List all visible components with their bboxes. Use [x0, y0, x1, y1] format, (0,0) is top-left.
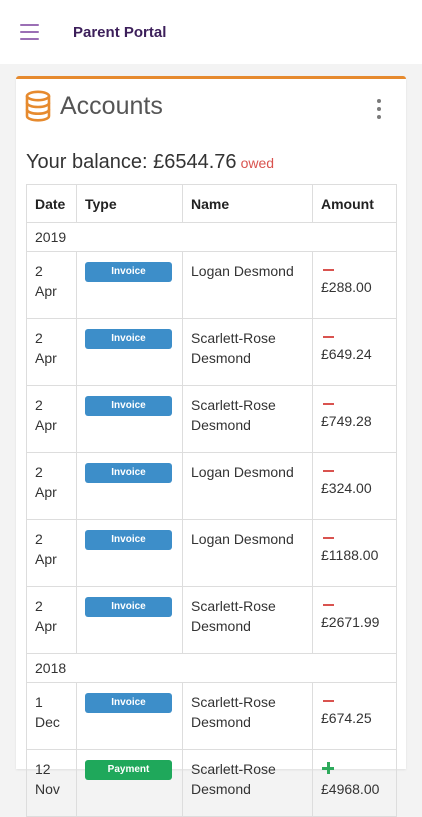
- table-row[interactable]: [27, 386, 397, 453]
- payment-badge[interactable]: Payment: [85, 760, 172, 780]
- date-month: Apr: [35, 618, 57, 634]
- table-row[interactable]: [27, 683, 397, 750]
- date-day: 2: [35, 397, 43, 413]
- minus-icon: [323, 537, 334, 539]
- type-cell: [77, 520, 183, 587]
- card-header: [16, 79, 406, 137]
- date-month: Apr: [35, 417, 57, 433]
- student-name: Logan Desmond: [191, 464, 294, 480]
- date-cell: [27, 683, 77, 750]
- student-surname: Desmond: [191, 350, 251, 366]
- student-surname: Desmond: [191, 417, 251, 433]
- student-name: Scarlett-Rose: [191, 397, 276, 413]
- name-cell: [183, 683, 313, 750]
- amount-cell: [313, 683, 397, 750]
- student-surname: Desmond: [191, 618, 251, 634]
- amount-cell: [313, 750, 397, 817]
- amount-value: £2671.99: [321, 614, 380, 630]
- type-cell: [77, 683, 183, 750]
- date-cell: [27, 750, 77, 817]
- plus-icon: [322, 762, 334, 774]
- type-cell: [77, 319, 183, 386]
- student-name: Scarlett-Rose: [191, 694, 276, 710]
- date-month: Nov: [35, 781, 60, 797]
- date-day: 2: [35, 464, 43, 480]
- amount-cell: [313, 587, 397, 654]
- table-row[interactable]: [27, 520, 397, 587]
- accounts-card: [16, 76, 406, 797]
- header-amount[interactable]: Amount: [313, 185, 397, 223]
- student-name: Logan Desmond: [191, 263, 294, 279]
- name-cell: [183, 252, 313, 319]
- amount-cell: [313, 386, 397, 453]
- year-label: 2018: [27, 654, 397, 683]
- amount-value: £324.00: [321, 480, 372, 496]
- year-group-row: [27, 654, 397, 683]
- date-month: Apr: [35, 350, 57, 366]
- date-month: Apr: [35, 484, 57, 500]
- invoice-badge[interactable]: Invoice: [85, 262, 172, 282]
- table-header-row: [27, 185, 397, 223]
- card-title: Accounts: [60, 92, 163, 120]
- amount-cell: [313, 453, 397, 520]
- amount-value: £674.25: [321, 710, 372, 726]
- minus-icon: [323, 269, 334, 271]
- table-row[interactable]: [27, 319, 397, 386]
- amount-cell: [313, 252, 397, 319]
- header-date[interactable]: Date: [27, 185, 77, 223]
- header-name[interactable]: Name: [183, 185, 313, 223]
- balance-status: owed: [240, 155, 275, 171]
- table-row[interactable]: [27, 587, 397, 654]
- amount-value: £288.00: [321, 279, 372, 295]
- minus-icon: [323, 700, 334, 702]
- amount-cell: [313, 319, 397, 386]
- type-cell: [77, 453, 183, 520]
- date-cell: [27, 386, 77, 453]
- amount-value: £749.28: [321, 413, 372, 429]
- minus-icon: [323, 604, 334, 606]
- name-cell: [183, 453, 313, 520]
- accounts-table: [26, 184, 397, 817]
- name-cell: [183, 386, 313, 453]
- student-name: Logan Desmond: [191, 531, 294, 547]
- student-name: Scarlett-Rose: [191, 598, 276, 614]
- table-row[interactable]: [27, 453, 397, 520]
- name-cell: [183, 319, 313, 386]
- database-icon: [25, 90, 51, 122]
- balance-text: Your balance: £6544.76: [26, 151, 237, 173]
- amount-value: £1188.00: [321, 547, 379, 563]
- date-cell: [27, 252, 77, 319]
- minus-icon: [323, 403, 334, 405]
- invoice-badge[interactable]: Invoice: [85, 329, 172, 349]
- date-day: 2: [35, 330, 43, 346]
- invoice-badge[interactable]: Invoice: [85, 396, 172, 416]
- year-label: 2019: [27, 223, 397, 252]
- date-cell: [27, 319, 77, 386]
- date-cell: [27, 453, 77, 520]
- date-month: Apr: [35, 551, 57, 567]
- date-cell: [27, 587, 77, 654]
- date-day: 2: [35, 598, 43, 614]
- minus-icon: [323, 336, 334, 338]
- menu-icon[interactable]: [20, 24, 39, 40]
- student-name: Scarlett-Rose: [191, 330, 276, 346]
- invoice-badge[interactable]: Invoice: [85, 463, 172, 483]
- invoice-badge[interactable]: Invoice: [85, 530, 172, 550]
- type-cell: [77, 587, 183, 654]
- balance-summary: [26, 151, 274, 174]
- name-cell: [183, 587, 313, 654]
- table-row[interactable]: [27, 252, 397, 319]
- amount-value: £649.24: [321, 346, 372, 362]
- table-body: [27, 223, 397, 817]
- invoice-badge[interactable]: Invoice: [85, 693, 172, 713]
- top-app-bar: [0, 0, 422, 64]
- amount-cell: [313, 520, 397, 587]
- date-month: Apr: [35, 283, 57, 299]
- type-cell: [77, 750, 183, 817]
- name-cell: [183, 520, 313, 587]
- header-type[interactable]: Type: [77, 185, 183, 223]
- type-cell: [77, 386, 183, 453]
- name-cell: [183, 750, 313, 817]
- invoice-badge[interactable]: Invoice: [85, 597, 172, 617]
- minus-icon: [323, 470, 334, 472]
- date-day: 12: [35, 761, 51, 777]
- table-row[interactable]: [27, 750, 397, 817]
- type-cell: [77, 252, 183, 319]
- app-title: Parent Portal: [73, 24, 167, 41]
- more-options-icon[interactable]: [374, 99, 384, 119]
- date-month: Dec: [35, 714, 60, 730]
- student-surname: Desmond: [191, 781, 251, 797]
- date-day: 2: [35, 263, 43, 279]
- date-day: 2: [35, 531, 43, 547]
- student-surname: Desmond: [191, 714, 251, 730]
- year-group-row: [27, 223, 397, 252]
- date-cell: [27, 520, 77, 587]
- date-day: 1: [35, 694, 43, 710]
- student-name: Scarlett-Rose: [191, 761, 276, 777]
- amount-value: £4968.00: [321, 781, 380, 797]
